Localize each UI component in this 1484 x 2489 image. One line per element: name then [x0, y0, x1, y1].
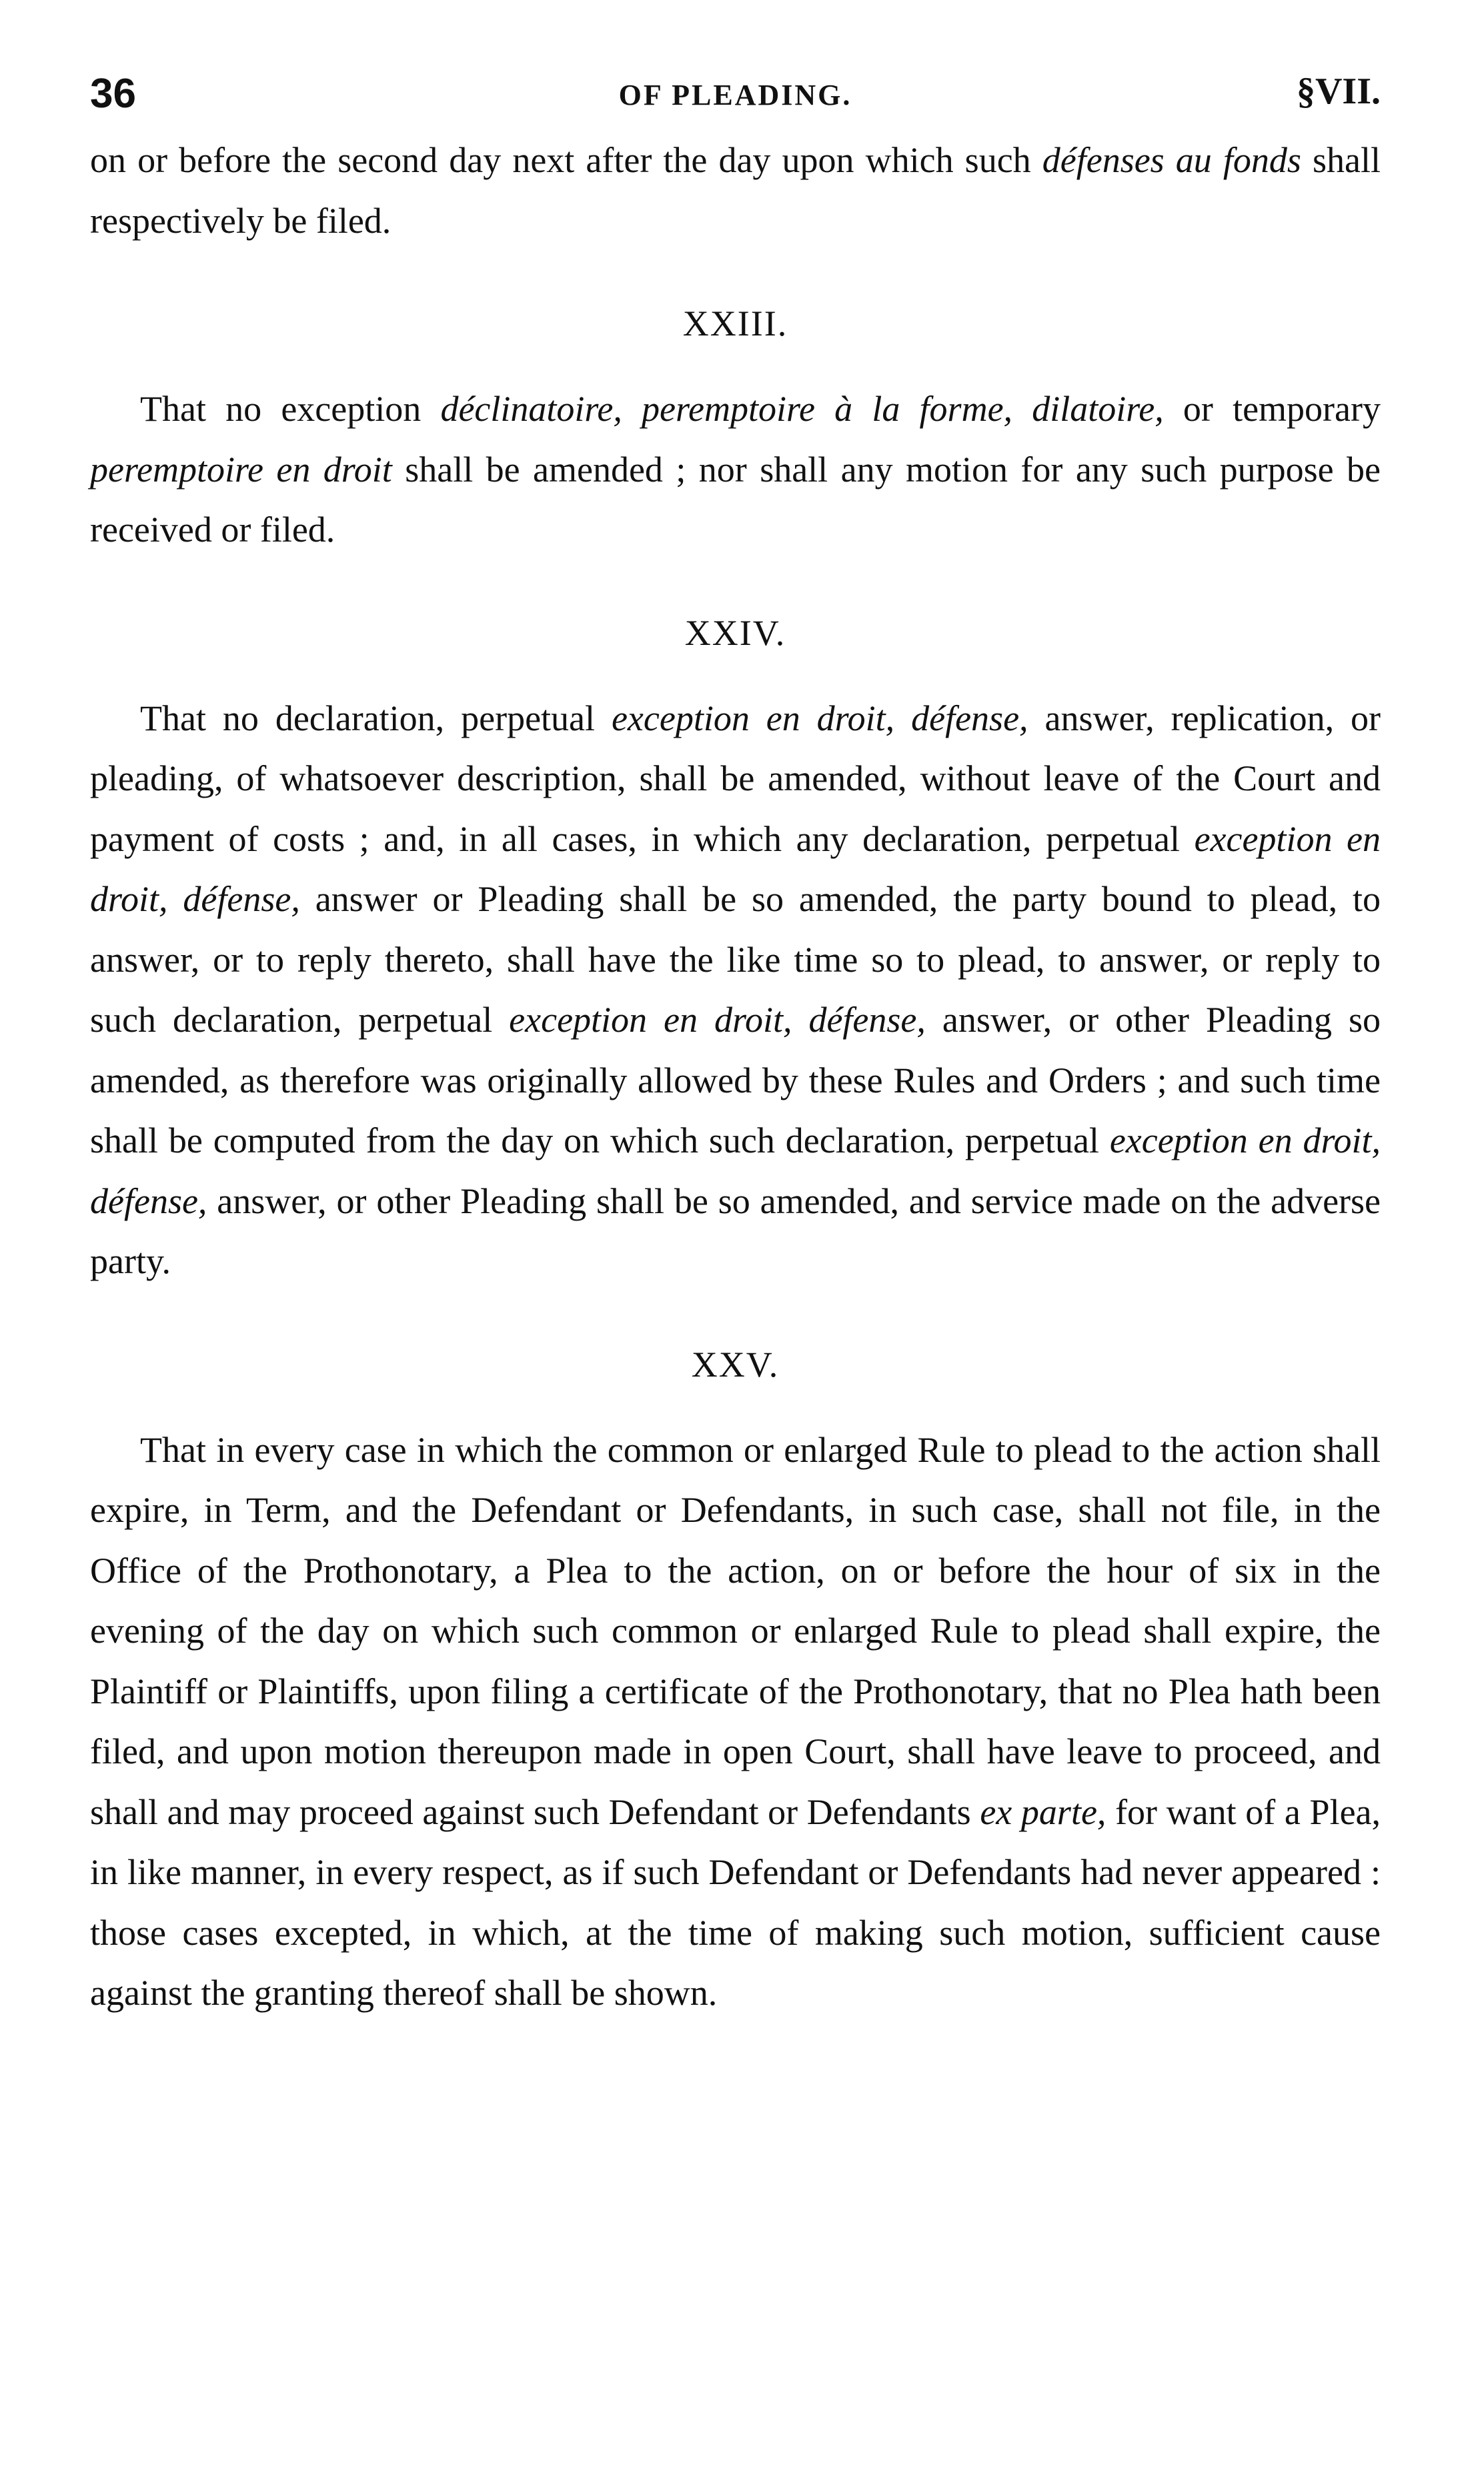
page-number: 36 [90, 71, 136, 117]
rule-heading-xxiv: XXIV. [684, 612, 786, 653]
rule-heading-xxiii: XXIII. [682, 303, 788, 343]
rule-heading-xxv: XXV. [691, 1344, 780, 1385]
rule-paragraph-xxiii: That no exception déclinatoire, peremptoire à la forme, dilatoire, or temporary peremptoire en droit shall be amended ; nor shall any motion for any such purpose be received or filed. [90, 389, 1381, 550]
continuation-paragraph: on or before the second day next after the day upon which such défenses au fonds shall respectively be filed. [90, 140, 1381, 241]
book-page [90, 70, 1381, 2023]
running-title: OF PLEADING. [618, 79, 852, 111]
page-header [90, 70, 1381, 130]
rule-paragraph-xxv: That in every case in which the common or enlarged Rule to plead to the action shall expire, in Term, and the Defendant or Defendants, in such case, shall not file, in the Office of the Prothonotary, a Plea to the action, on or before the hour of six in the evening of the day on which such common or enlarged Rule to plead shall expire, the Plaintiff or Plaintiffs, upon filing a certificate of the Prothonotary, that no Plea hath been filed, and upon motion thereupon made in open Court, shall have leave to proceed, and shall and may proceed against such Defendant or Defendants ex parte, for want of a Plea, in like manner, in every respect, as if such Defendant or Defendants had never appeared : those cases excepted, in which, at the time of making such motion, sufficient cause against the granting thereof shall be shown. [90, 1429, 1381, 2013]
rule-paragraph-xxiv: That no declaration, perpetual exception en droit, défense, answer, replication, or pleading, of whatsoever description, shall be amended, without leave of the Court and payment of costs ; and, in all cases, in which any declaration, perpetual exception en droit, défense, answer or Pleading shall be so amended, the party bound to plead, to answer, or to reply thereto, shall have the like time so to plead, to answer, or reply to such declaration, perpetual exception en droit, défense, answer, or other Pleading so amended, as therefore was originally allowed by these Rules and Orders ; and such time shall be computed from the day on which such declaration, perpetual exception en droit, défense, answer, or other Pleading shall be so amended, and service made on the adverse party. [90, 698, 1381, 1281]
section-mark: §VII. [1296, 71, 1381, 112]
